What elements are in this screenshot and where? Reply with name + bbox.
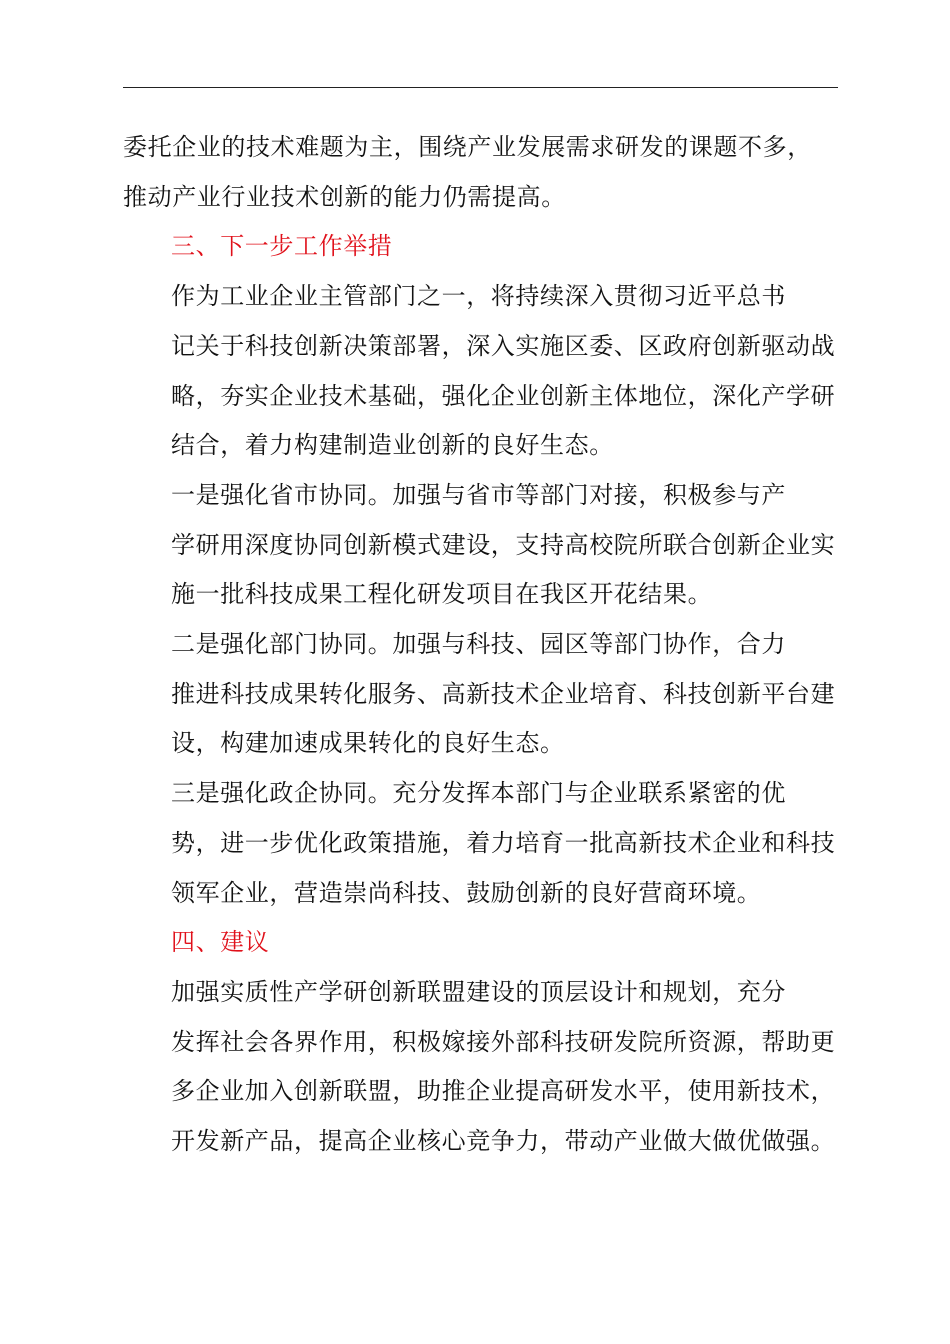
text-line: 领军企业，营造崇尚科技、鼓励创新的良好营商环境。 [171, 878, 762, 907]
text-line: 推动产业行业技术创新的能力仍需提高。 [123, 182, 566, 211]
text-line: 势，进一步优化政策措施，着力培育一批高新技术企业和科技 [171, 828, 836, 857]
paragraph-government-enterprise [123, 769, 838, 918]
text-line: 一是强化省市协同。加强与省市等部门对接，积极参与产 [171, 480, 786, 509]
text-line: 记关于科技创新决策部署，深入实施区委、区政府创新驱动战 [171, 331, 836, 360]
paragraph-departments [123, 620, 838, 769]
text-line: 加强实质性产学研创新联盟建设的顶层设计和规划，充分 [171, 977, 786, 1006]
text-line: 开发新产品，提高企业核心竞争力，带动产业做大做优做强。 [171, 1127, 836, 1156]
section-heading-suggestions: 四、建议 [171, 928, 270, 957]
text-line: 设，构建加速成果转化的良好生态。 [171, 729, 565, 758]
text-line: 发挥社会各界作用，积极嫁接外部科技研发院所资源，帮助更 [171, 1027, 836, 1056]
header-rule [123, 87, 838, 88]
text-line: 二是强化部门协同。加强与科技、园区等部门协作，合力 [171, 630, 786, 659]
paragraph-continuation [123, 123, 838, 222]
text-line: 略，夯实企业技术基础，强化企业创新主体地位，深化产学研 [171, 381, 836, 410]
text-line: 施一批科技成果工程化研发项目在我区开花结果。 [171, 580, 713, 609]
document-body [123, 123, 838, 1167]
paragraph-intro [123, 272, 838, 471]
text-line: 多企业加入创新联盟，助推企业提高研发水平，使用新技术， [171, 1077, 836, 1106]
paragraph-province-city [123, 471, 838, 620]
paragraph-suggestion [123, 968, 838, 1167]
text-line: 三是强化政企协同。充分发挥本部门与企业联系紧密的优 [171, 779, 786, 808]
text-line: 作为工业企业主管部门之一，将持续深入贯彻习近平总书 [171, 282, 786, 311]
text-line: 委托企业的技术难题为主，围绕产业发展需求研发的课题不多， [123, 133, 812, 161]
section-heading-next-steps: 三、下一步工作举措 [171, 232, 393, 261]
text-line: 推进科技成果转化服务、高新技术企业培育、科技创新平台建 [171, 679, 836, 708]
text-line: 结合，着力构建制造业创新的良好生态。 [171, 431, 614, 460]
text-line: 学研用深度协同创新模式建设，支持高校院所联合创新企业实 [171, 530, 836, 559]
